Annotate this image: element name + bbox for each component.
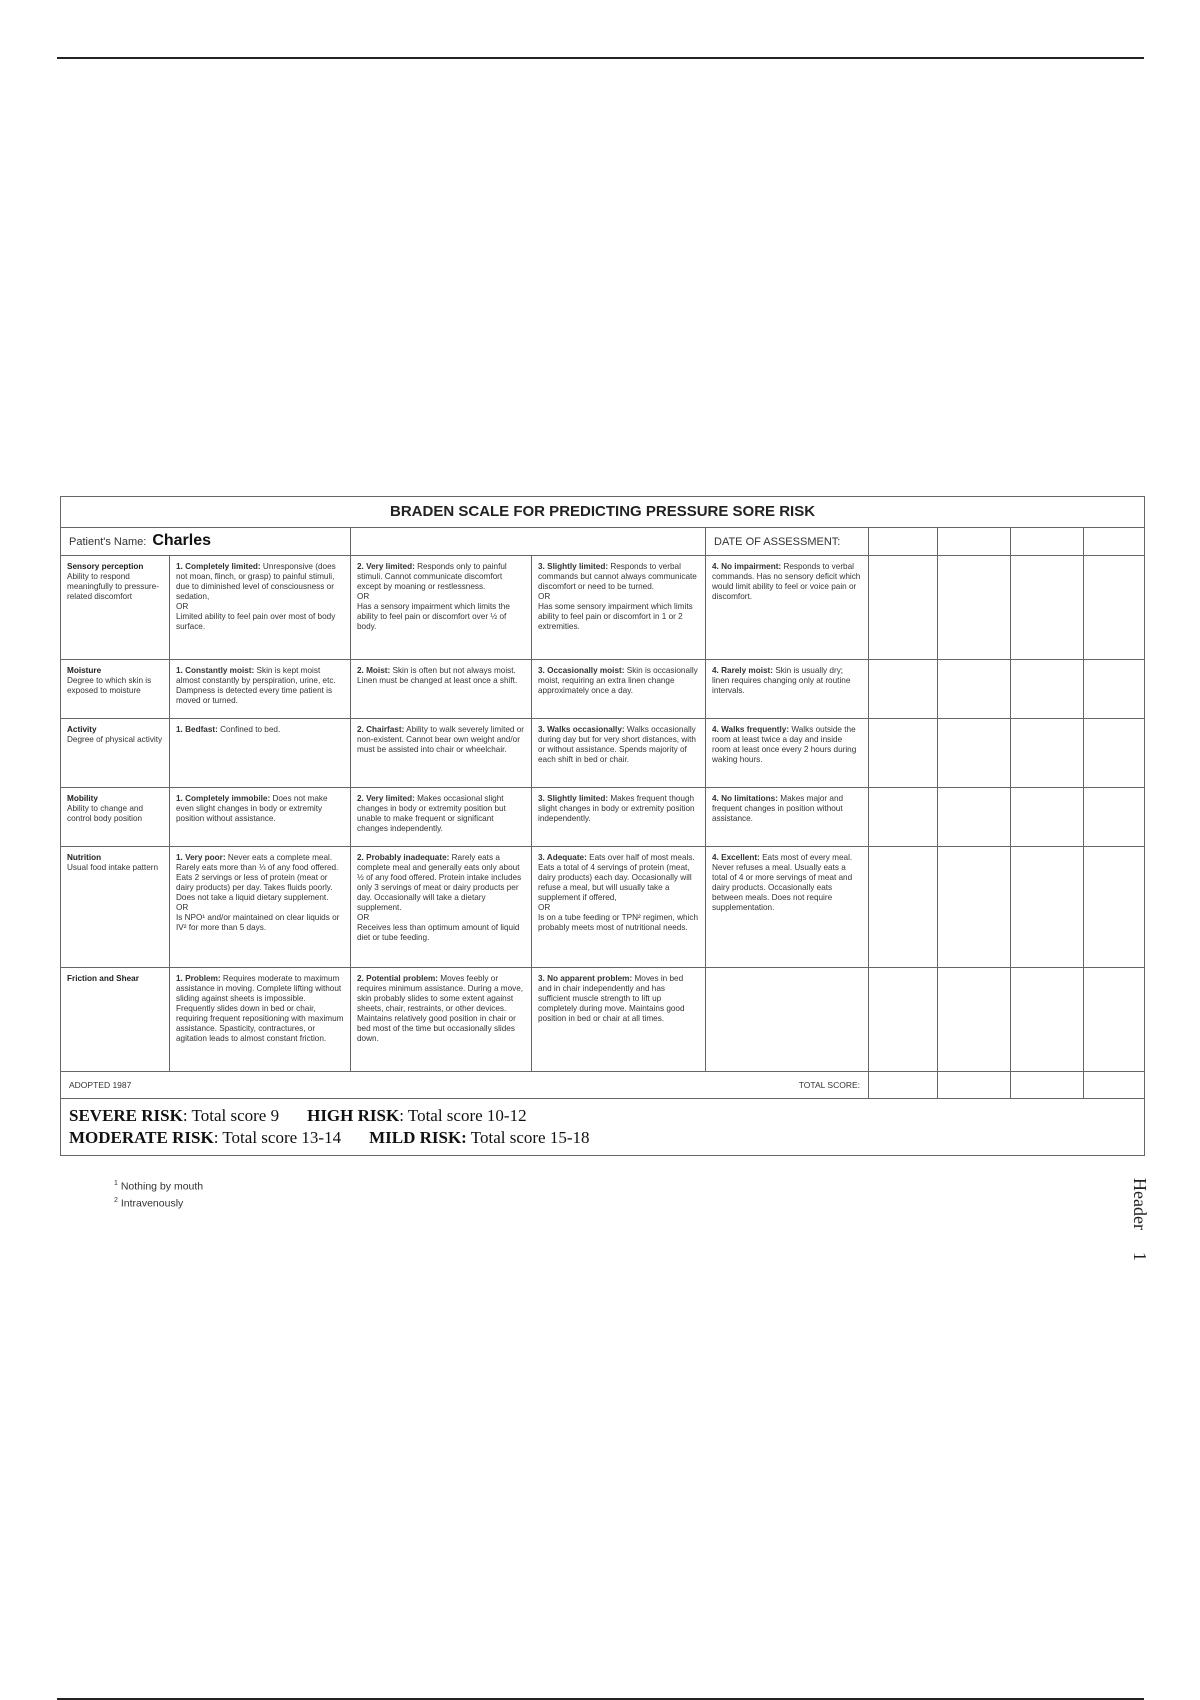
category-cell	[61, 968, 170, 1072]
level-text: Moves in bed and in chair independently and has sufficient muscle strength to lift up completely during move. Maintains good position in bed or chair at all times.	[538, 974, 685, 1023]
level-cell	[170, 556, 351, 660]
level-cell	[351, 719, 532, 788]
score-cell	[1084, 788, 1145, 847]
level-title: 2. Very limited:	[357, 562, 415, 571]
level-text: Unresponsive (does not moan, flinch, or grasp) to painful stimuli, due to diminished level of consciousness or sedation,	[176, 562, 336, 601]
level-title: 1. Bedfast:	[176, 725, 218, 734]
score-cell	[938, 847, 1011, 968]
score-cell	[938, 719, 1011, 788]
total-score-cell-4	[1084, 1072, 1145, 1099]
top-rule	[57, 57, 1144, 59]
risk-line-2	[69, 1127, 1136, 1149]
category-cell	[61, 847, 170, 968]
level-title: 4. No impairment:	[712, 562, 782, 571]
adopted-label: ADOPTED 1987	[69, 1080, 132, 1090]
score-cell	[1084, 968, 1145, 1072]
footnote-2: $^2$ Intravenously	[114, 1196, 184, 1209]
level-cell	[170, 788, 351, 847]
level-cell	[706, 847, 869, 968]
level-cell	[170, 968, 351, 1072]
scale-row	[61, 719, 1145, 788]
level-text: Does not make even slight changes in body or extremity position without assistance.	[176, 794, 328, 823]
level-title: 4. Walks frequently:	[712, 725, 790, 734]
level-title: 3. Walks occasionally:	[538, 725, 625, 734]
date-cell-1	[869, 528, 938, 556]
scale-title: BRADEN SCALE FOR PREDICTING PRESSURE SORE RISK	[61, 497, 1145, 528]
category-description: Ability to change and control body position	[67, 804, 144, 823]
level-text: Ability to walk severely limited or non-existent. Cannot bear own weight and/or must be assisted into chair or wheelchair.	[357, 725, 525, 754]
level-or: OR	[176, 903, 189, 912]
level-title: 1. Problem:	[176, 974, 221, 983]
moderate-risk-text: : Total score 13-14	[213, 1128, 342, 1147]
score-cell	[1011, 847, 1084, 968]
score-cell	[869, 968, 938, 1072]
level-text: Responds only to painful stimuli. Cannot communicate discomfort except by moaning or restlessness.	[357, 562, 507, 591]
level-cell	[170, 847, 351, 968]
level-cell	[532, 847, 706, 968]
date-cell-2	[938, 528, 1011, 556]
footnotes	[114, 1177, 203, 1210]
category-title: Sensory perception	[67, 562, 144, 571]
score-cell	[1084, 556, 1145, 660]
level-cell	[532, 968, 706, 1072]
total-score-cell-2	[938, 1072, 1011, 1099]
score-cell	[869, 556, 938, 660]
level-text: Skin is often but not always moist. Linen must be changed at least once a shift.	[357, 666, 518, 685]
header-text: Header	[1130, 1178, 1150, 1230]
level-title: 1. Constantly moist:	[176, 666, 255, 675]
level-title: 2. Probably inadequate:	[357, 853, 450, 862]
score-cell	[869, 719, 938, 788]
level-title: 3. No apparent problem:	[538, 974, 633, 983]
category-title: Mobility	[67, 794, 98, 803]
level-text: Makes occasional slight changes in body or extremity position but unable to make frequent or significant changes independently.	[357, 794, 506, 833]
level-text: Responds to verbal commands but cannot always communicate discomfort or need to be turned.	[538, 562, 697, 591]
level-text: Eats most of every meal. Never refuses a meal. Usually eats a total of 4 or more servings of meat and dairy products. Occasionally eats between meals. Does not require supplementation.	[712, 853, 853, 912]
level-cell	[351, 660, 532, 719]
level-text-alt: Receives less than optimum amount of liquid diet or tube feeding.	[357, 923, 520, 942]
score-cell	[1011, 660, 1084, 719]
scale-row	[61, 968, 1145, 1072]
category-cell	[61, 556, 170, 660]
total-score-label: TOTAL SCORE:	[798, 1080, 860, 1090]
level-text: Makes major and frequent changes in position without assistance.	[712, 794, 844, 823]
level-cell	[351, 788, 532, 847]
level-cell	[706, 556, 869, 660]
patient-name-cell	[61, 528, 351, 556]
level-text: Moves feebly or requires minimum assistance. During a move, skin probably slides to some extent against sheets, chair, restraints, or other devices. Maintains relatively good position in chair or bed most of the time but occasionally slides down.	[357, 974, 524, 1043]
level-title: 1. Completely immobile:	[176, 794, 271, 803]
score-cell	[938, 968, 1011, 1072]
category-cell	[61, 788, 170, 847]
score-cell	[869, 847, 938, 968]
level-text: Eats over half of most meals. Eats a total of 4 servings of protein (meat, dairy products) each day. Occasionally will refuse a meal, but will usually take a supplement if offered,	[538, 853, 695, 902]
level-cell	[706, 788, 869, 847]
blank-header-cell	[351, 528, 706, 556]
date-of-assessment-label: DATE OF ASSESSMENT:	[706, 528, 869, 556]
category-description: Usual food intake pattern	[67, 863, 159, 872]
mild-risk-text: Total score 15-18	[466, 1128, 590, 1147]
level-cell	[170, 719, 351, 788]
score-cell	[869, 660, 938, 719]
level-title: 3. Occasionally moist:	[538, 666, 625, 675]
level-text-alt: Has some sensory impairment which limits ability to feel pain or discomfort in 1 or 2 extremities.	[538, 602, 693, 631]
level-text: Makes frequent though slight changes in body or extremity position independently.	[538, 794, 695, 823]
risk-line-1	[69, 1105, 1136, 1127]
score-cell	[1011, 556, 1084, 660]
level-text-alt: Has a sensory impairment which limits the ability to feel pain or discomfort over ½ of body.	[357, 602, 510, 631]
category-title: Friction and Shear	[67, 974, 139, 983]
level-title: 3. Adequate:	[538, 853, 587, 862]
score-cell	[938, 556, 1011, 660]
risk-legend	[61, 1099, 1145, 1156]
score-cell	[938, 660, 1011, 719]
category-cell	[61, 719, 170, 788]
score-cell	[938, 788, 1011, 847]
scale-rows	[61, 556, 1145, 1072]
level-text: Requires moderate to maximum assistance in moving. Complete lifting without sliding against sheets is impossible. Frequently slides down in bed or chair, requiring frequent repositioning with maximum assistance. Spasticity, contractures, or agitation leads to almost constant friction.	[176, 974, 344, 1043]
category-title: Activity	[67, 725, 97, 734]
level-title: 3. Slightly limited:	[538, 794, 609, 803]
patient-name-label: Patient's Name:	[69, 536, 147, 548]
high-risk-text: : Total score 10-12	[399, 1106, 527, 1125]
level-title: 2. Very limited:	[357, 794, 415, 803]
level-title: 3. Slightly limited:	[538, 562, 609, 571]
level-text-alt: Is NPO¹ and/or maintained on clear liquids or IV² for more than 5 days.	[176, 913, 340, 932]
level-title: 1. Very poor:	[176, 853, 226, 862]
level-title: 2. Potential problem:	[357, 974, 438, 983]
level-text: Walks outside the room at least twice a day and inside room at least once every 2 hours during waking hours.	[712, 725, 857, 764]
scale-row	[61, 556, 1145, 660]
level-text-alt: Is on a tube feeding or TPN² regimen, which probably meets most of nutritional needs.	[538, 913, 699, 932]
level-or: OR	[176, 602, 189, 611]
level-or: OR	[357, 913, 370, 922]
level-text: Skin is kept moist almost constantly by perspiration, urine, etc. Dampness is detected every time patient is moved or turned.	[176, 666, 336, 705]
level-cell	[532, 788, 706, 847]
level-or: OR	[538, 592, 551, 601]
patient-name-value: Charles	[152, 532, 212, 549]
mild-risk-label: MILD RISK:	[369, 1128, 467, 1147]
scale-row	[61, 660, 1145, 719]
level-text: Walks occasionally during day but for very short distances, with or without assistance. Spends majority of each shift in bed or chair.	[538, 725, 696, 764]
scale-row	[61, 788, 1145, 847]
page-header-rotated	[1129, 1178, 1150, 1261]
footnote-1: $^1$ Nothing by mouth	[114, 1180, 204, 1193]
category-description: Ability to respond meaningfully to pressure-related discomfort	[67, 572, 159, 601]
score-cell	[1084, 847, 1145, 968]
footer-cell	[61, 1072, 869, 1099]
level-text: Skin is usually dry; linen requires changing only at routine intervals.	[712, 666, 851, 695]
score-cell	[1011, 968, 1084, 1072]
level-title: 1. Completely limited:	[176, 562, 261, 571]
level-cell	[170, 660, 351, 719]
level-cell	[532, 556, 706, 660]
total-score-cell-1	[869, 1072, 938, 1099]
severe-risk-text: : Total score 9	[182, 1106, 280, 1125]
score-cell	[1011, 788, 1084, 847]
level-or: OR	[357, 592, 370, 601]
high-risk-label: HIGH RISK	[307, 1106, 400, 1125]
category-title: Moisture	[67, 666, 102, 675]
level-title: 2. Chairfast:	[357, 725, 405, 734]
level-cell	[706, 719, 869, 788]
level-cell	[706, 660, 869, 719]
level-text: Confined to bed.	[220, 725, 281, 734]
level-title: 2. Moist:	[357, 666, 391, 675]
scale-row	[61, 847, 1145, 968]
score-cell	[869, 788, 938, 847]
level-or: OR	[538, 903, 551, 912]
level-cell	[532, 719, 706, 788]
level-title: 4. Excellent:	[712, 853, 760, 862]
level-text: Skin is occasionally moist, requiring an extra linen change approximately once a day.	[538, 666, 698, 695]
category-description: Degree to which skin is exposed to moisture	[67, 676, 152, 695]
page-number: 1	[1130, 1251, 1150, 1261]
category-cell	[61, 660, 170, 719]
category-title: Nutrition	[67, 853, 102, 862]
moderate-risk-label: MODERATE RISK	[69, 1128, 214, 1147]
level-cell	[351, 556, 532, 660]
level-text: Never eats a complete meal. Rarely eats more than ⅓ of any food offered. Eats 2 servings or less of protein (meat or dairy products) per day. Takes fluids poorly. Does not take a liquid dietary supplement.	[176, 853, 339, 902]
level-cell	[351, 968, 532, 1072]
total-score-cell-3	[1011, 1072, 1084, 1099]
level-cell	[351, 847, 532, 968]
level-text: Rarely eats a complete meal and generally eats only about ½ of any food offered. Protein intake includes only 3 servings of meat or dairy products per day. Occasionally will take a dietary supplement.	[357, 853, 522, 912]
date-cell-3	[1011, 528, 1084, 556]
level-title: 4. No limitations:	[712, 794, 778, 803]
braden-scale-table	[60, 496, 1145, 1156]
score-cell	[1084, 660, 1145, 719]
level-cell	[706, 968, 869, 1072]
severe-risk-label: SEVERE RISK	[69, 1106, 183, 1125]
score-cell	[1011, 719, 1084, 788]
category-description: Degree of physical activity	[67, 735, 163, 744]
level-title: 4. Rarely moist:	[712, 666, 773, 675]
score-cell	[1084, 719, 1145, 788]
level-cell	[532, 660, 706, 719]
level-text-alt: Limited ability to feel pain over most of body surface.	[176, 612, 336, 631]
level-text: Responds to verbal commands. Has no sensory deficit which would limit ability to feel or voice pain or discomfort.	[712, 562, 861, 601]
date-cell-4	[1084, 528, 1145, 556]
